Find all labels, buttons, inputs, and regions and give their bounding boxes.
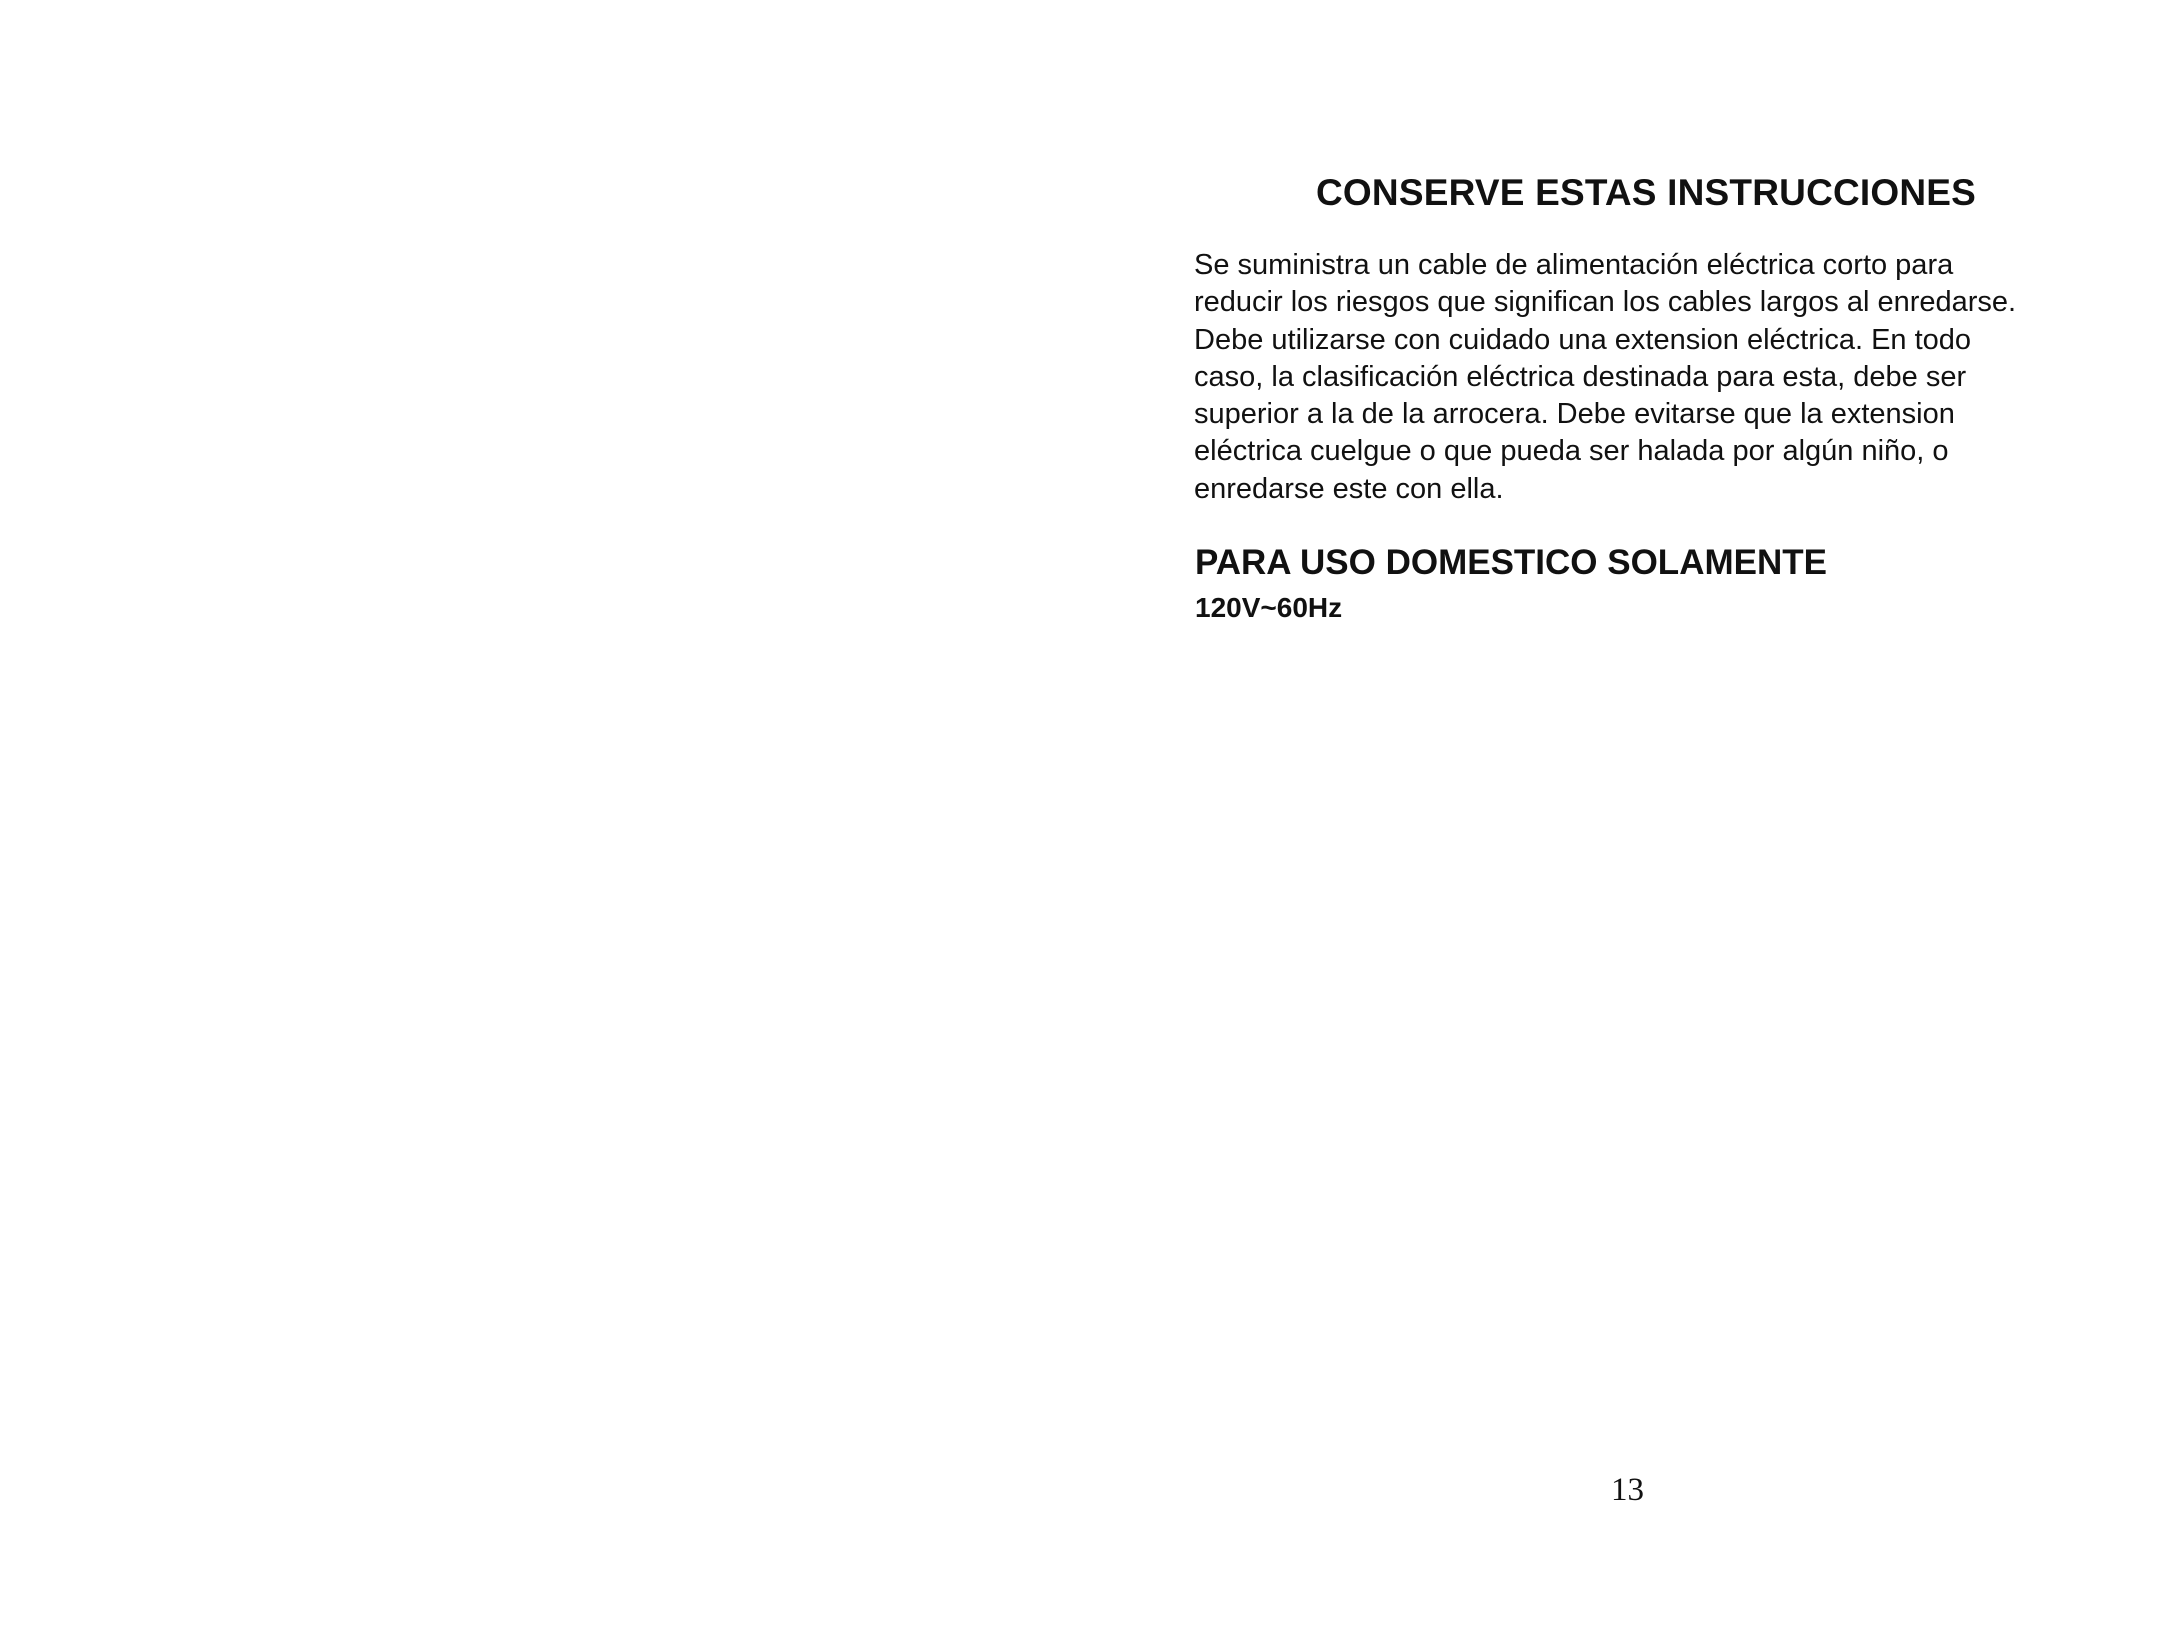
paragraph-line: reducir los riesgos que significan los cables largos al enredarse. xyxy=(1194,286,2017,319)
page-heading: CONSERVE ESTAS INSTRUCCIONES xyxy=(1316,172,1977,213)
paragraph-line: eléctrica cuelgue o que pueda ser halada por algún niño, o xyxy=(1194,435,1949,468)
paragraph-line: Se suministra un cable de alimentación eléctrica corto para xyxy=(1194,249,1954,281)
paragraph-line: enredarse este con ella. xyxy=(1194,472,1504,505)
right-page xyxy=(1081,0,2162,1633)
paragraph-line: caso, la clasificación eléctrica destinada para esta, debe ser xyxy=(1194,360,1967,393)
page-number: 13 xyxy=(1611,1472,1644,1508)
household-use-heading: PARA USO DOMESTICO SOLAMENTE xyxy=(1195,543,1827,582)
voltage-rating: 120V~60Hz xyxy=(1195,592,1343,623)
paragraph-line: superior a la de la arrocera. Debe evitarse que la extension xyxy=(1194,398,1955,431)
paragraph-line: Debe utilizarse con cuidado una extension eléctrica. En todo xyxy=(1194,323,1972,356)
instructions-paragraph xyxy=(1194,247,2162,508)
